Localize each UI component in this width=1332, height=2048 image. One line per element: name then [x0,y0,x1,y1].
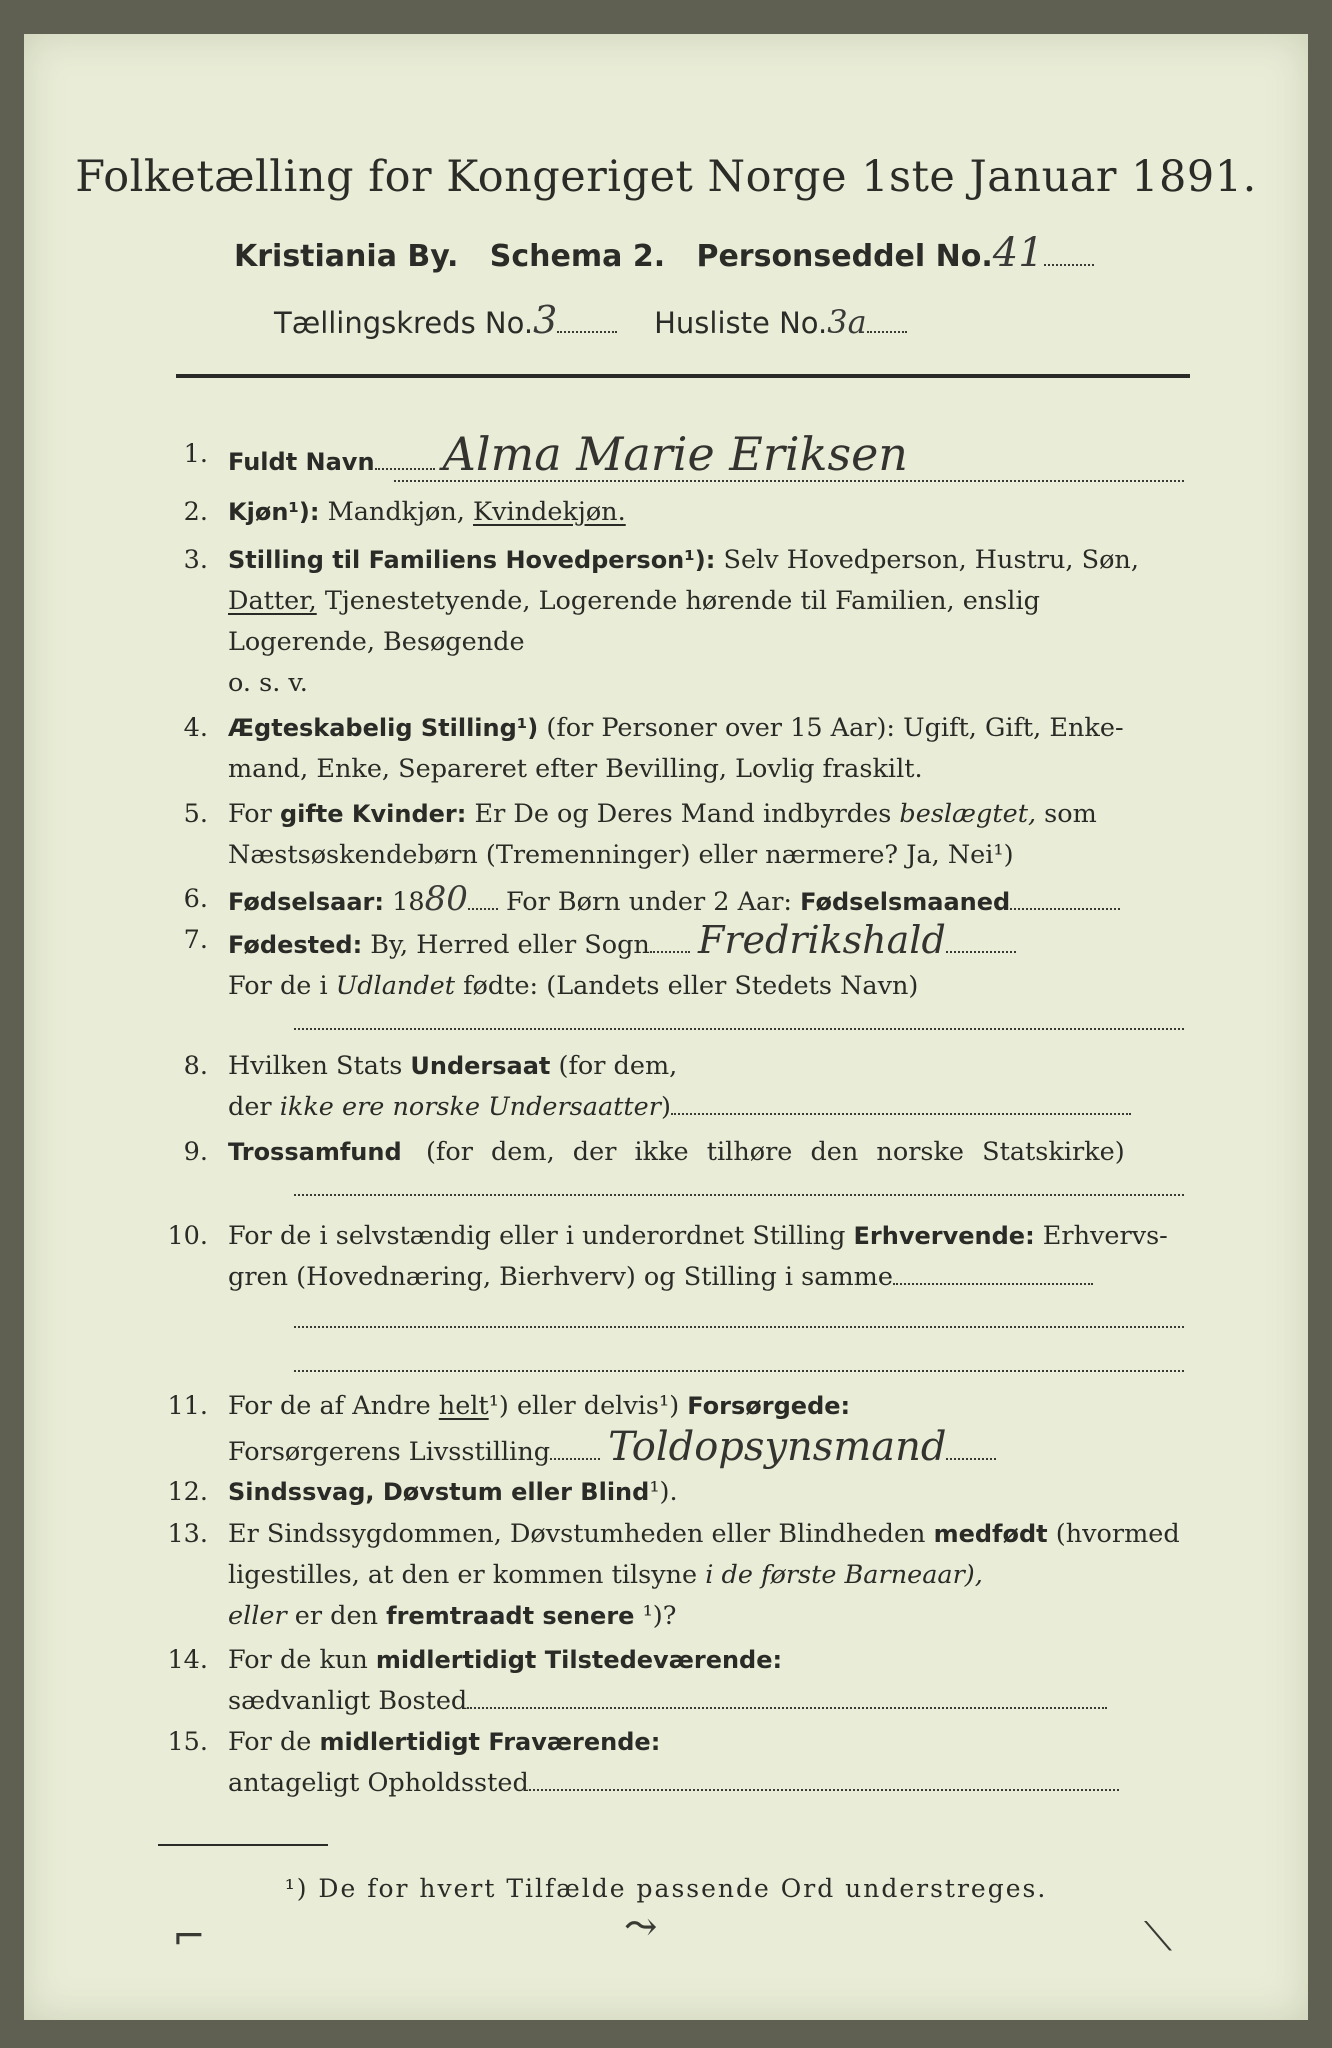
husliste-value: 3a [827,303,867,341]
full-name-value: Alma Marie Eriksen [442,427,908,481]
corner-mark-icon-right: ⟍ [1144,1914,1172,1960]
footnote-rule [158,1844,328,1846]
personseddel-value: 41 [992,230,1044,276]
kreds-value: 3 [533,298,558,342]
sex-selected: Kvindekjøn. [473,497,626,527]
pin-mark-icon: ⤳ [624,1904,658,1950]
census-form-page: Folketælling for Kongeriget Norge 1ste Januar 1891. Kristiania By. Schema 2. Personseddel No.41 Tællingskreds No.3 Husliste No.3a 1. Fuldt Navn Alma Marie Eriksen 2. Kjøn¹): Mandkjøn, Kvindekjøn. 3. Stilling til Familiens Hovedperson¹): Selv Hovedperson, Hustru, Søn, Datter, Tjenestetyende, Logerende hørende til Familien, enslig Logerende, Besøgende o. s. v. 4. Ægteskabelig Stilling¹) (for Personer over 15 Aar): Ugift, Gift, Enke- mand, Enke, Separeret efter Bevilling, Lovlig fraskilt. 5. For gifte Kvinder: Er De og Deres Mand indbyrdes beslægtet, som Næstsøskendebørn (Tremenninger) eller nærmere? Ja, Nei¹) 6. Fødselsaar: 1880 For Børn under 2 Aar: Fødselsmaaned 7. Fødested: By, Herred eller Sogn Fredrikshald For de i Udlandet fødte: (Landets eller Stedets Navn) 8. Hvilken Stats Undersaat (for dem, der ikke ere norske Undersaatter) 9. Trossamfund (for dem, der ikke tilhøre den norske Statskirke) 10. For de i selvstændig eller i underordnet Stilling Erhvervende: Erhvervs- gren (Hovednæring, Bierhverv) og Stilling i samme 11. For de af Andre helt¹) eller delvis¹) Forsørgede: Forsørgerens Livsstilling Toldopsynsmand 12. Sindssvag, Døvstum eller Blind¹). 13. Er Sindssygdommen, Døvstumheden eller Blindheden medfødt (hvormed ligestilles, at den er kommen tilsyne i de første Barneaar), eller er den fremtraadt senere ¹)? 14. For de kun midlertidigt Tilstedeværende: sædvanligt Bosted 15. For de midlertidigt Fraværende: antageligt Opholdssted ¹) De for hvert Tilfælde passende Ord understreges. ⌐ ⤳ ⟍ [24,34,1308,2020]
city-label: Kristiania By. [234,239,459,274]
kreds-label: Tællingskreds No. [274,306,534,340]
personseddel-label: Personseddel No. [696,239,993,274]
family-position-selected: Datter, [228,586,317,616]
form-title: Folketælling for Kongeriget Norge 1ste Januar 1891. [75,152,1257,202]
form-subtitle [234,230,1208,276]
form-subtitle-2 [274,298,1208,342]
husliste-label: Husliste No. [654,306,828,340]
supported-selected: helt [438,1391,489,1421]
header-rule [176,374,1190,378]
provider-occupation-value: Toldopsynsmand [608,1424,947,1470]
footnote: ¹) De for hvert Tilfælde passende Ord understreges. [284,1874,1048,1903]
schema-label: Schema 2. [489,239,666,274]
corner-mark-icon: ⌐ [172,1914,206,1960]
birthplace-value: Fredrikshald [697,918,946,962]
birth-year-value: 80 [424,879,468,919]
